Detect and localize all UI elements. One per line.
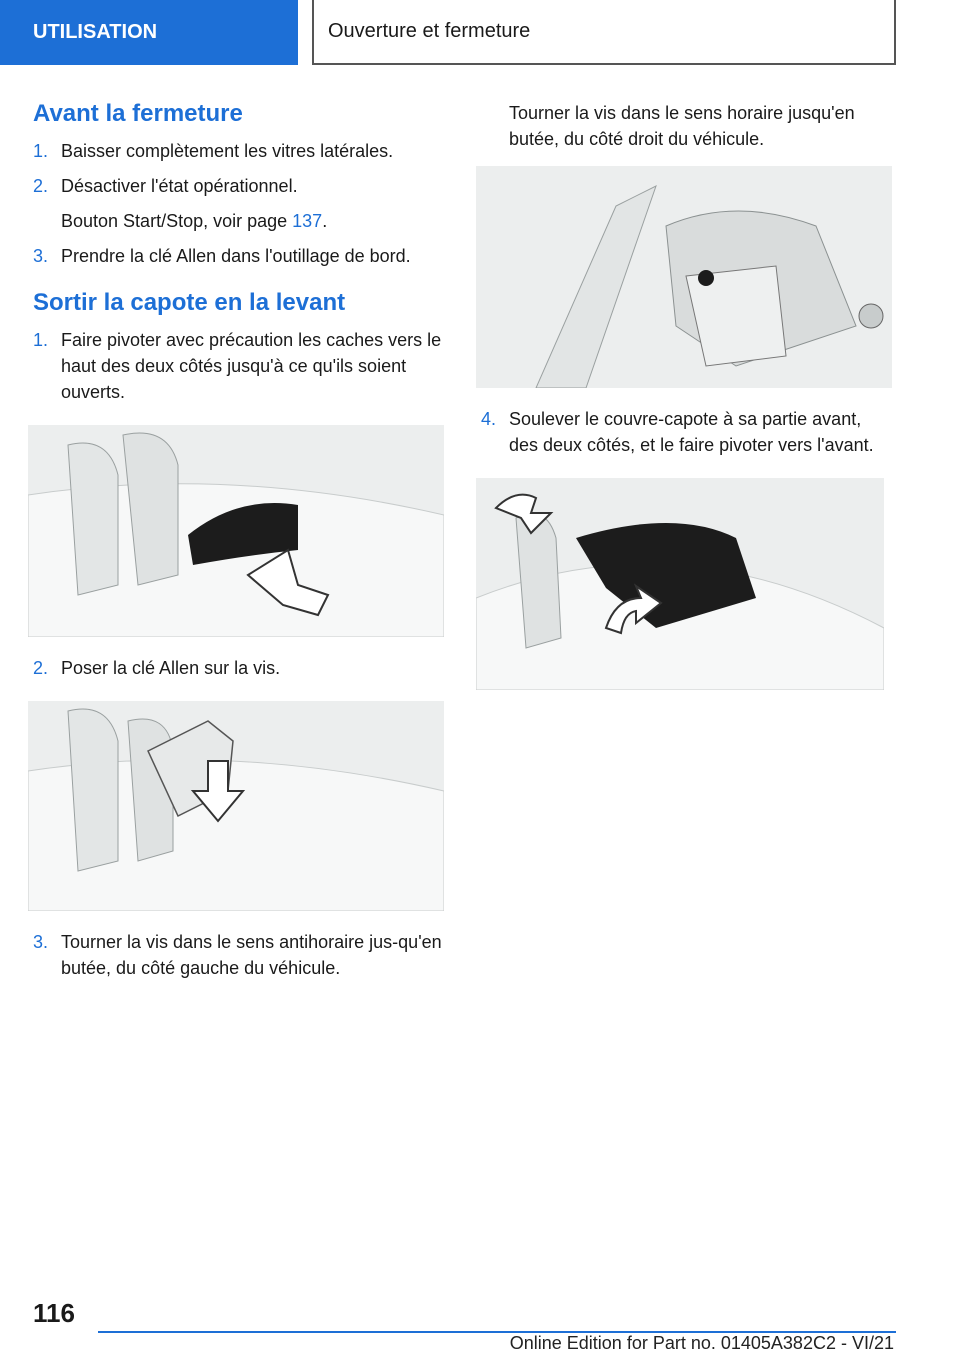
list-item: 1. Baisser complètement les vitres latérales. (33, 141, 394, 161)
list-item: 3. Tourner la vis dans le sens antihoraire jus-qu'en butée, du côté gauche du véhicule. (33, 932, 442, 978)
list-item: 3. Prendre la clé Allen dans l'outillage de bord. (33, 246, 411, 266)
list-item: 2. Désactiver l'état opérationnel. (33, 176, 298, 196)
list-item: 4. Soulever le couvre-capote à sa partie avant, des deux côtés, et le faire pivoter vers l'avant. (481, 409, 874, 455)
section-title-avant: Avant la fermeture (33, 100, 243, 127)
chapter-label: Ouverture et fermeture (328, 20, 531, 42)
illustration-vis-droite (476, 166, 892, 388)
step-continuation: Tourner la vis dans le sens horaire jusqu'en butée, du côté droit du véhicule. (509, 103, 855, 149)
illustration-couvre-capote (476, 478, 884, 690)
page-link[interactable]: 137 (292, 211, 323, 231)
section-tab[interactable] (0, 0, 298, 65)
list-item: 1. Faire pivoter avec précaution les caches vers le haut des deux côtés jusqu'à ce qu'ils soient ouverts. (33, 330, 442, 402)
right-column (476, 100, 892, 708)
page-number: 116 (33, 1298, 75, 1328)
illustration-cle-allen (28, 701, 444, 911)
illustration-caches (28, 425, 444, 637)
footer-edition: Online Edition for Part no. 01405A382C2 - VI/21 (509, 1333, 894, 1353)
list-item: 2. Poser la clé Allen sur la vis. (33, 658, 281, 678)
left-column (28, 100, 444, 990)
chapter-header (312, 0, 896, 65)
step-note: Bouton Start/Stop, voir page 137. (61, 211, 328, 231)
section-title-sortir: Sortir la capote en la levant (33, 289, 346, 316)
section-label: UTILISATION (33, 21, 158, 43)
